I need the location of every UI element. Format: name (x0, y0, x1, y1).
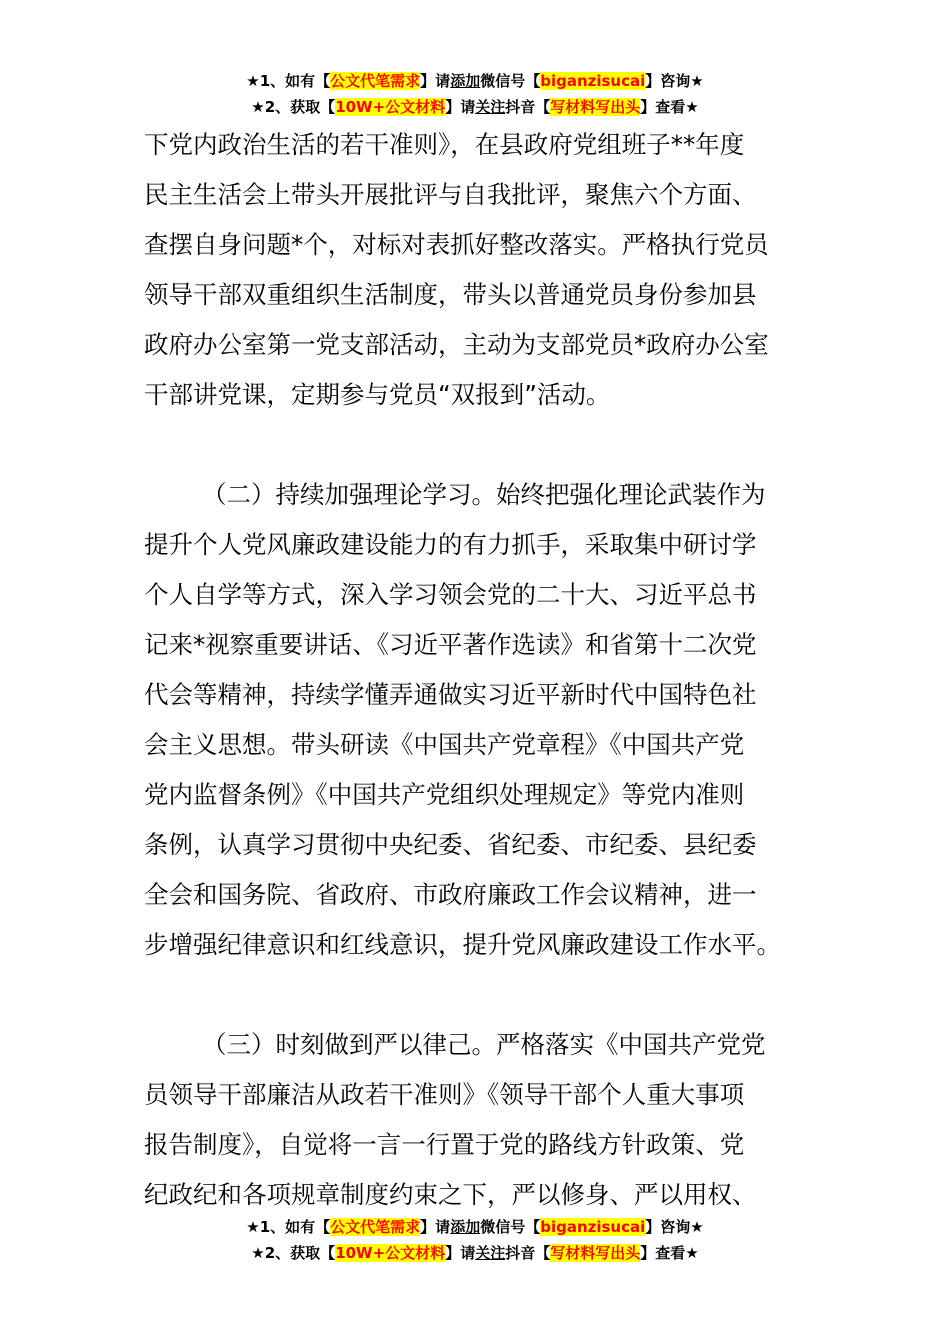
body-line: 政府办公室第一党支部活动，主动为支部党员*政府办公室 (144, 330, 769, 359)
body-line: 报告制度》，自觉将一言一行置于党的路线方针政策、党 (144, 1130, 745, 1159)
banner-text: 抖音【 (505, 98, 551, 116)
body-line: 全会和国务院、省政府、市政府廉政工作会议精神，进一 (144, 880, 757, 909)
underlined-follow: 关注 (475, 1244, 506, 1262)
section-heading-2: （二）持续加强理论学习。始终把强化理论武装作为 (202, 480, 766, 509)
banner-text: 微信号【 (480, 72, 541, 90)
body-line: 干部讲党课，定期参与党员“双报到”活动。 (144, 380, 611, 409)
banner-text: 】咨询★ (645, 1218, 704, 1236)
banner-text: 】查看★ (640, 98, 699, 116)
body-line: 记来*视察重要讲话、《习近平著作选读》和省第十二次党 (144, 630, 757, 659)
banner-text: ★1、如有【 (246, 72, 331, 90)
banner-text: 】查看★ (640, 1244, 699, 1262)
body-line: 党内监督条例》《中国共产党组织处理规定》等党内准则 (144, 780, 745, 809)
highlight-douyin: 写材料写出头 (550, 1244, 641, 1262)
banner-line-1 (0, 1214, 950, 1240)
highlight-ghostwriting: 公文代笔需求 (330, 1218, 421, 1236)
banner-text: ★2、获取【 (251, 98, 336, 116)
banner-text: 】请 (420, 72, 451, 90)
body-line: 步增强纪律意识和红线意识，提升党风廉政建设工作水平。 (144, 930, 781, 959)
footer-banner (0, 1214, 950, 1266)
banner-text: ★2、获取【 (251, 1244, 336, 1262)
highlight-wechat-id: biganzisucai (540, 1218, 646, 1236)
underlined-add: 添加 (450, 1218, 481, 1236)
body-line: 提升个人党风廉政建设能力的有力抓手，采取集中研讨学 (144, 530, 757, 559)
body-line: 条例，认真学习贯彻中央纪委、省纪委、市纪委、县纪委 (144, 830, 757, 859)
underlined-follow: 关注 (475, 98, 506, 116)
body-line: 会主义思想。带头研读《中国共产党章程》《中国共产党 (144, 730, 745, 759)
underlined-add: 添加 (450, 72, 481, 90)
banner-text: 微信号【 (480, 1218, 541, 1236)
body-line: 纪政纪和各项规章制度约束之下，严以修身、严以用权、 (144, 1180, 757, 1209)
body-line: 个人自学等方式，深入学习领会党的二十大、习近平总书 (144, 580, 757, 609)
highlight-ghostwriting: 公文代笔需求 (330, 72, 421, 90)
body-line: 下党内政治生活的若干准则》，在县政府党组班子**年度 (144, 130, 745, 159)
banner-text: 】请 (420, 1218, 451, 1236)
banner-text: 】请 (445, 1244, 476, 1262)
banner-line-2 (0, 94, 950, 120)
body-line: 领导干部双重组织生活制度，带头以普通党员身份参加县 (144, 280, 757, 309)
body-line: 代会等精神，持续学懂弄通做实习近平新时代中国特色社 (144, 680, 757, 709)
paragraph-gap (144, 970, 806, 1020)
banner-text: 抖音【 (505, 1244, 551, 1262)
body-line: 员领导干部廉洁从政若干准则》《领导干部个人重大事项 (144, 1080, 745, 1109)
header-banner (0, 68, 950, 120)
paragraph-gap (144, 420, 806, 470)
banner-text: 】咨询★ (645, 72, 704, 90)
banner-line-2 (0, 1240, 950, 1266)
section-heading-3: （三）时刻做到严以律己。严格落实《中国共产党党 (202, 1030, 766, 1059)
highlight-materials: 10W+公文材料 (335, 1244, 446, 1262)
highlight-materials: 10W+公文材料 (335, 98, 446, 116)
banner-text: 】请 (445, 98, 476, 116)
highlight-wechat-id: biganzisucai (540, 72, 646, 90)
highlight-douyin: 写材料写出头 (550, 98, 641, 116)
body-line: 查摆自身问题*个，对标对表抓好整改落实。严格执行党员 (144, 230, 769, 259)
document-body (144, 120, 806, 1220)
body-line: 民主生活会上带头开展批评与自我批评，聚焦六个方面、 (144, 180, 757, 209)
banner-text: ★1、如有【 (246, 1218, 331, 1236)
banner-line-1 (0, 68, 950, 94)
